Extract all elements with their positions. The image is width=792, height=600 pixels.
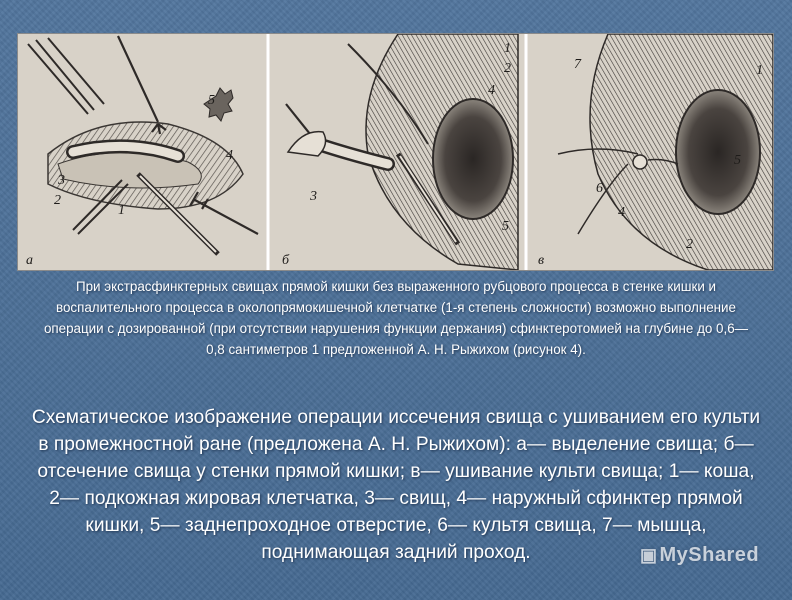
- panel-letter-b: б: [282, 253, 290, 268]
- watermark-text: MyShared: [659, 544, 760, 566]
- label-2: 2: [54, 193, 61, 208]
- label-1: 1: [756, 63, 763, 78]
- label-2: 2: [686, 237, 693, 252]
- label-4: 4: [488, 83, 495, 98]
- label-7: 7: [574, 57, 581, 72]
- label-3: 3: [58, 173, 65, 188]
- label-1: 1: [504, 41, 511, 56]
- illustration-drawing: [18, 34, 773, 270]
- camera-icon: ▣: [640, 545, 658, 565]
- caption-description: При экстрасфинктерных свищах прямой кишки без выраженного рубцового процесса в стенке кишки и воспалительного процесса в околопрямокишечной клетчатке (1-я степень сложности) возможно выполнение операции с дозированной (при отсутствии нарушения функции держания) сфинктеротомией на глубине до 0,6— 0,8 сантиметров 1 предложенной А. Н. Рыжихом (рисунок 4).: [43, 279, 749, 357]
- caption-figure-legend: Схематическое изображение операции иссечения свища с ушиванием его культи в промежностной ране (предложена А. Н. Рыжихом): а— выделение свища; б— отсечение свища у стенки прямой кишки; в— ушивание культи свища; 1— коша, 2— подкожная жировая клетчатка, 3— свищ, 4— наружный сфинктер прямой кишки, 5— заднепроходное отверстие, 6— культя свища, 7— мышца, поднимающая задний проход.: [31, 407, 761, 563]
- label-4: 4: [226, 148, 233, 163]
- watermark: [640, 544, 759, 567]
- label-1: 1: [118, 203, 125, 218]
- label-6: 6: [596, 181, 603, 196]
- surgical-illustration: [18, 34, 773, 270]
- panel-b-drawing: [286, 34, 518, 270]
- label-5: 5: [208, 93, 215, 108]
- label-4: 4: [618, 205, 625, 220]
- panel-letter-a: а: [26, 253, 33, 268]
- label-3: 3: [310, 189, 317, 204]
- label-5: 5: [734, 153, 741, 168]
- panel-c-drawing: [558, 34, 773, 270]
- panel-a-drawing: [28, 36, 258, 254]
- label-2: 2: [504, 61, 511, 76]
- panel-letter-v: в: [538, 253, 545, 268]
- label-5: 5: [502, 219, 509, 234]
